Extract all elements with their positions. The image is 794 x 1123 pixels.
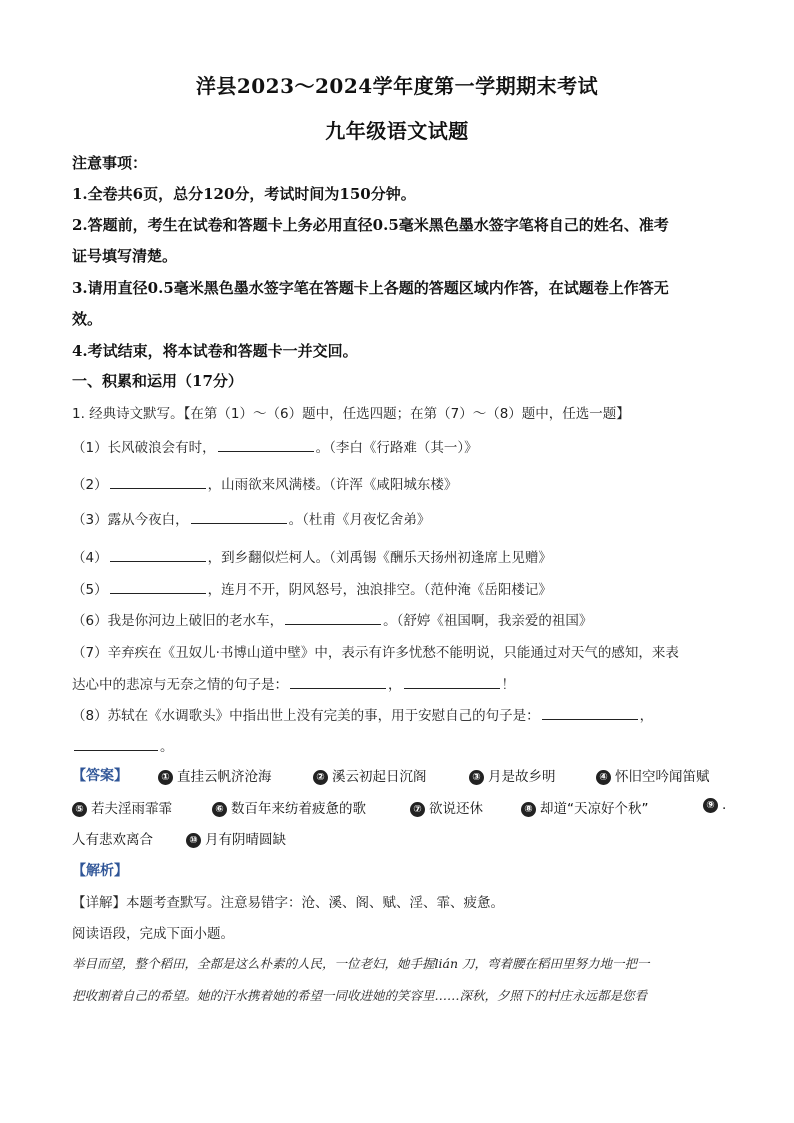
q-item-7-pre: 达心中的悲凉与无奈之情的句子是： (72, 677, 288, 693)
answer-item-9: 人有悲欢离合 (72, 832, 153, 848)
answer-blank[interactable] (218, 437, 314, 452)
question-item-1 (72, 436, 478, 456)
q-item-7-post: ！ (501, 677, 515, 693)
exam-subtitle: 九年级语文试题 (325, 119, 469, 143)
answer-text: 月有阴晴圆缺 (205, 832, 286, 848)
section-heading: 一、积累和运用（17分） (72, 372, 243, 390)
answer-num: ⑨ (703, 798, 718, 813)
answer-blank[interactable] (191, 509, 287, 524)
q-item-2-post: ，山雨欲来风满楼。（许浑《咸阳城东楼》 (207, 477, 458, 493)
exam-title: 洋县2023～2024学年度第一学期期末考试 (195, 74, 599, 98)
answer-blank[interactable] (542, 705, 638, 720)
answer-item-1 (158, 765, 272, 785)
question-item-5 (72, 578, 552, 598)
q-item-4-pre: （4） (72, 550, 108, 566)
question-item-8-line1 (72, 704, 653, 724)
answer-num: ③ (469, 770, 484, 785)
answer-item-10 (186, 828, 286, 848)
q-item-5-pre: （5） (72, 582, 108, 598)
answer-num: ⑦ (410, 802, 425, 817)
answer-num: ④ (596, 770, 611, 785)
answer-num: ⑥ (212, 802, 227, 817)
answer-tail: . (722, 797, 727, 813)
question-item-7-line1: （7）辛弃疾在《丑奴儿·书博山道中壁》中，表示有许多忧愁不能明说，只能通过对天气的感知，来表 (72, 645, 679, 661)
q-item-8-pre: （8）苏轼在《水调歌头》中指出世上没有完美的事，用于安慰自己的句子是： (72, 708, 540, 724)
q-item-7-sep: ， (388, 677, 402, 693)
note-item-1: 1.全卷共6页，总分120分，考试时间为150分钟。 (72, 185, 416, 203)
answer-text: 月是故乡明 (488, 769, 556, 785)
note-item-4: 4.考试结束，将本试卷和答题卡一并交回。 (72, 342, 358, 360)
answer-text: 数百年来纺着疲惫的歌 (231, 801, 366, 817)
q-item-1-pre: （1）长风破浪会有时， (72, 440, 216, 456)
answer-blank[interactable] (110, 474, 206, 489)
answer-blank[interactable] (110, 547, 206, 562)
q-item-2-pre: （2） (72, 477, 108, 493)
q-item-1-post: 。（李白《行路难（其一）》 (315, 440, 478, 456)
question-item-2 (72, 473, 457, 493)
question-item-3 (72, 508, 430, 528)
answer-label: 【答案】 (72, 768, 128, 784)
analysis-label: 【解析】 (72, 863, 128, 879)
answer-num: ② (313, 770, 328, 785)
passage-line-1: 举目而望，整个稻田，全都是这么朴素的人民，一位老妇，她手握lián 刀，弯着腰在稻田里努力地一把一 (72, 956, 650, 971)
note-item-2-cont: 证号填写清楚。 (72, 247, 178, 265)
answer-item-5 (72, 797, 172, 817)
question-item-6 (72, 609, 592, 629)
q-item-6-pre: （6）我是你河边上破旧的老水车， (72, 613, 284, 629)
answer-blank[interactable] (74, 736, 158, 751)
question-item-7-line2 (72, 673, 515, 693)
passage-line-2: 把收割着自己的希望。她的汗水携着她的希望一同收进她的笑容里……深秋，夕照下的村庄永远都是您看 (72, 988, 648, 1003)
answer-num: ⑤ (72, 802, 87, 817)
answer-text: 若夫淫雨霏霏 (91, 801, 172, 817)
answer-text: 却道“天凉好个秋” (540, 801, 649, 817)
question-1-intro: 1. 经典诗文默写。【在第（1）～（6）题中，任选四题；在第（7）～（8）题中，任选一题】 (72, 406, 630, 422)
answer-item-3 (469, 765, 556, 785)
answer-item-4 (596, 765, 710, 785)
q-item-6-post: 。（舒婷《祖国啊，我亲爱的祖国》 (383, 613, 593, 629)
question-item-4 (72, 546, 552, 566)
answer-blank[interactable] (285, 610, 381, 625)
answer-item-2 (313, 765, 427, 785)
q-item-3-pre: （3）露从今夜白， (72, 512, 189, 528)
answer-item-8 (521, 797, 649, 817)
answer-blank[interactable] (110, 579, 206, 594)
note-item-2: 2.答题前，考生在试卷和答题卡上务必用直径0.5毫米黑色墨水签字笔将自己的姓名、准考 (72, 216, 669, 234)
question-item-8-line2 (72, 735, 174, 755)
q-item-8-end: 。 (160, 739, 174, 755)
reading-intro: 阅读语段，完成下面小题。 (72, 926, 234, 942)
note-item-3-cont: 效。 (72, 310, 103, 328)
analysis-detail: 【详解】本题考查默写。注意易错字：沧、溪、阁、赋、淫、霏、疲惫。 (72, 895, 504, 911)
notes-heading: 注意事项： (72, 154, 148, 172)
answer-text: 直挂云帆济沧海 (177, 769, 272, 785)
answer-item-7 (410, 797, 483, 817)
answer-num: ⑩ (186, 833, 201, 848)
answer-item-6 (212, 797, 366, 817)
answer-text: 怀旧空吟闻笛赋 (615, 769, 710, 785)
q-item-4-post: ，到乡翻似烂柯人。（刘禹锡《酬乐天扬州初逢席上见赠》 (207, 550, 552, 566)
note-item-3: 3.请用直径0.5毫米黑色墨水签字笔在答题卡上各题的答题区域内作答，在试题卷上作答无 (72, 279, 669, 297)
answer-blank[interactable] (404, 674, 500, 689)
answer-item-9-marker (703, 797, 726, 813)
answer-num: ① (158, 770, 173, 785)
q-item-3-post: 。（杜甫《月夜忆舍弟》 (288, 512, 431, 528)
q-item-5-post: ，连月不开，阴风怒号，浊浪排空。（范仲淹《岳阳楼记》 (207, 582, 552, 598)
answer-blank[interactable] (290, 674, 386, 689)
q-item-8-post: ， (639, 708, 654, 724)
answer-num: ⑧ (521, 802, 536, 817)
answer-text: 欲说还休 (429, 801, 483, 817)
answer-text: 溪云初起日沉阁 (332, 769, 427, 785)
